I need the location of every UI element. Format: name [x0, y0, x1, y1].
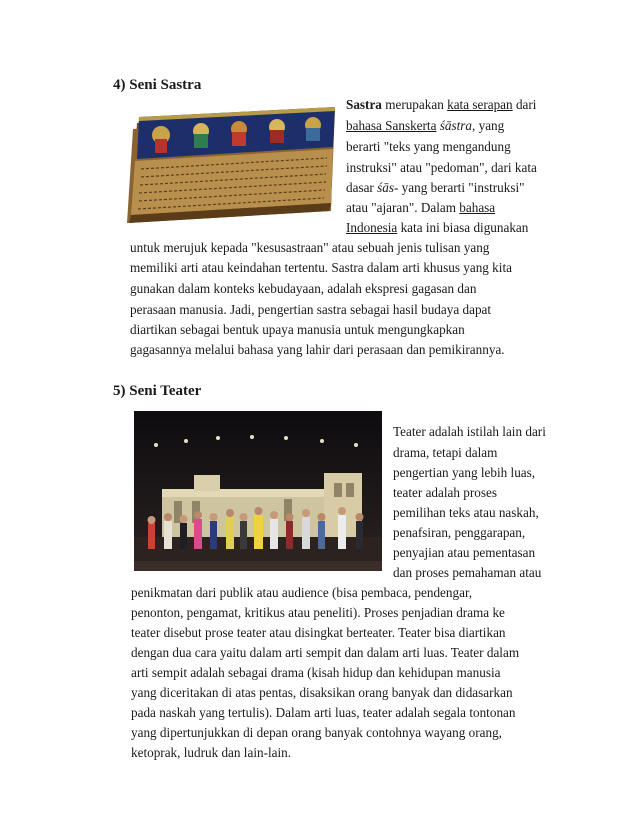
section-4-line	[130, 302, 491, 318]
section-4-line	[130, 281, 476, 297]
text-segment: penonton, pengamat, kritikus atau peneliti). Proses penjadian drama ke	[131, 605, 505, 620]
section-5-line	[131, 665, 501, 681]
section-4-line	[130, 322, 465, 338]
text-segment: teater disebut prose teater atau disingkat berteater. Teater bisa diartikan	[131, 625, 506, 640]
section-5-line	[131, 705, 516, 721]
text-segment: dan proses pemahaman atau	[393, 565, 542, 580]
section-5-line	[393, 445, 497, 461]
text-segment: arti sempit adalah sebagai drama (kisah hidup dan kehidupan manusia	[131, 665, 501, 680]
text-segment: yang diceritakan di atas pentas, disaksikan orang banyak dan didasarkan	[131, 685, 513, 700]
text-segment: dasar	[346, 180, 378, 195]
theater-stage-image	[134, 411, 382, 571]
section-5-line	[393, 505, 539, 521]
text-segment: dengan dua cara yaitu dalam arti sempit dan dalam arti luas. Teater dalam	[131, 645, 520, 660]
text-segment: gunakan dalam konteks kebudayaan, adalah ekspresi gagasan dan	[130, 281, 477, 296]
text-segment: kata ini biasa digunakan	[397, 220, 529, 235]
text-segment: berarti "teks yang mengandung	[346, 139, 511, 154]
text-segment: diartikan sebagai bentuk upaya manusia untuk mengungkapkan	[130, 322, 465, 337]
section-4-line	[130, 260, 512, 276]
text-segment: pengertian yang lebih luas,	[393, 465, 536, 480]
text-segment: drama, tetapi dalam	[393, 445, 498, 460]
text-segment: penyajian atau pementasan	[393, 545, 536, 560]
text-segment: yang berarti "instruksi"	[398, 180, 525, 195]
text-segment: śāstra	[439, 118, 472, 133]
section-4-line	[130, 240, 489, 256]
text-segment: gagasannya melalui bahasa yang lahir dari perasaan dan pemikirannya.	[130, 342, 505, 357]
section-5-line	[131, 685, 513, 701]
section-5-heading: 5) Seni Teater	[113, 383, 202, 399]
section-4-line	[346, 160, 537, 176]
text-segment: dari	[512, 97, 537, 112]
text-segment: yang dipertunjukkan di depan orang banyak contohnya wayang orang,	[131, 725, 502, 740]
text-segment: śās-	[377, 180, 399, 195]
section-5-line	[393, 424, 546, 440]
section-5-line	[393, 465, 535, 481]
section-5-line	[131, 625, 506, 641]
section-4-line	[346, 180, 525, 196]
section-4-line	[346, 139, 511, 155]
section-4-line	[346, 200, 495, 216]
section-4-heading: 4) Seni Sastra	[113, 77, 202, 93]
text-segment: pada naskah yang tertulis). Dalam arti luas, teater adalah segala tontonan	[131, 705, 516, 720]
text-segment: penikmatan dari publik atau audience (bisa pembaca, pendengar,	[131, 585, 473, 600]
section-5-line	[131, 725, 502, 741]
section-5-line	[131, 645, 519, 661]
text-segment: ketoprak, ludruk dan lain-lain.	[131, 745, 292, 760]
text-segment: perasaan manusia. Jadi, pengertian sastra sebagai hasil budaya dapat	[130, 302, 492, 317]
section-4-line	[346, 220, 528, 236]
section-5-line	[131, 605, 505, 621]
text-segment: merupakan	[381, 97, 448, 112]
text-segment: atau "ajaran". Dalam	[346, 200, 460, 215]
section-4-line	[130, 342, 505, 358]
text-segment: instruksi" atau "pedoman", dari kata	[346, 160, 537, 175]
section-5-line	[393, 545, 535, 561]
text-segment: kata serapan	[447, 97, 513, 112]
text-segment: Teater adalah istilah lain dari	[393, 424, 546, 439]
section-5-line	[131, 585, 472, 601]
section-5-line	[393, 485, 497, 501]
section-4-line	[346, 97, 536, 113]
text-segment: Sastra	[346, 97, 382, 112]
section-5-line	[393, 525, 525, 541]
lontar-manuscript-image	[121, 103, 339, 227]
section-5-line	[393, 565, 541, 581]
text-segment: Indonesia	[346, 220, 398, 235]
text-segment: bahasa Sanskerta	[346, 118, 437, 133]
text-segment: penafsiran, penggarapan,	[393, 525, 526, 540]
text-segment: , yang	[472, 118, 505, 133]
text-segment: teater adalah proses	[393, 485, 497, 500]
text-segment: bahasa	[459, 200, 496, 215]
section-4-line	[346, 118, 504, 134]
text-segment: memiliki arti atau keindahan tertentu. Sastra dalam arti khusus yang kita	[130, 260, 512, 275]
text-segment: untuk merujuk kepada "kesusastraan" atau sebuah jenis tulisan yang	[130, 240, 490, 255]
text-segment: pemilihan teks atau naskah,	[393, 505, 539, 520]
section-5-line	[131, 745, 291, 761]
